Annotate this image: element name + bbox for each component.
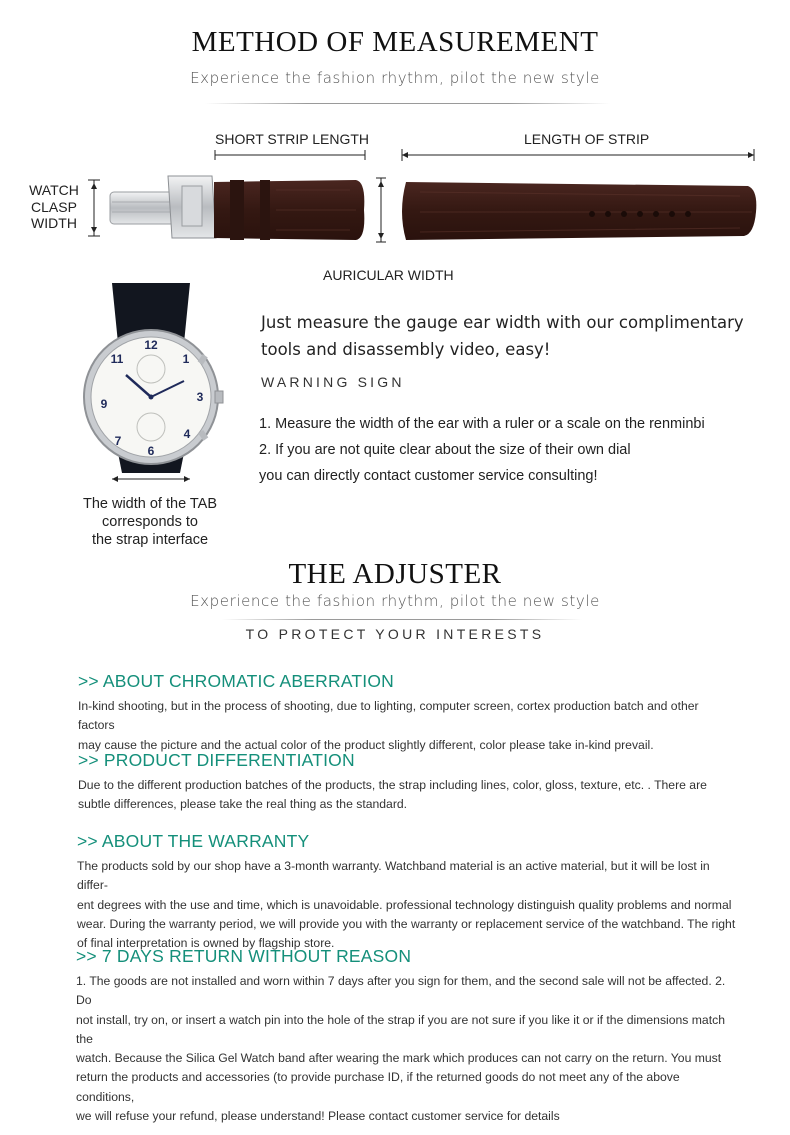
watch-crown [215, 391, 223, 403]
intro-line-1: Just measure the gauge ear width with our complimentary [261, 313, 744, 332]
svg-text:3: 3 [196, 390, 204, 404]
section-body [78, 697, 738, 755]
section-body [77, 857, 737, 953]
watch-caption-line-1: The width of the TAB [82, 496, 218, 512]
watch-illustration [72, 283, 232, 488]
svg-text:4: 4 [183, 427, 191, 441]
section-line: may cause the picture and the actual color of the product slightly different, color please take in-kind prevail. [78, 737, 654, 752]
section-line: The products sold by our shop have a 3-month warranty. Watchband material is an active material, but it will be lost in differ- [77, 859, 710, 893]
section-line: we will refuse your refund, please understand! Please contact customer service for details [76, 1109, 560, 1124]
section-line: wear. During the warranty period, we will provide you with the warranty or replacement service of the watchband. The right [77, 916, 736, 931]
clasp-width-label [24, 182, 84, 232]
step-3: you can directly contact customer service consulting! [259, 468, 598, 484]
warning-sign-label: WARNING SIGN [261, 374, 405, 390]
section-7-days-return [76, 946, 740, 1126]
section-line: subtle differences, please take the real thing as the standard. [78, 797, 408, 812]
section-product-differentiation [78, 750, 738, 815]
svg-text:7: 7 [114, 434, 122, 448]
intro-text [261, 309, 761, 363]
auricular-width-arrow [376, 178, 386, 242]
strip-length-label: LENGTH OF STRIP [524, 131, 650, 147]
header-divider [205, 103, 610, 104]
section-line: Due to the different production batches of the products, the strap including lines, color, gloss, texture, etc. . There are [78, 778, 707, 792]
auricular-width-label: AURICULAR WIDTH [323, 267, 454, 283]
section-line: not install, try on, or insert a watch pin into the hole of the strap if you are not sure if you like it or if the dimensions match the [76, 1012, 725, 1046]
svg-text:11: 11 [110, 352, 124, 366]
adjuster-divider [222, 619, 582, 620]
protect-tagline: TO PROTECT YOUR INTERESTS [245, 626, 545, 642]
section-heading: >> 7 DAYS RETURN WITHOUT REASON [76, 946, 412, 966]
adjuster-title: THE ADJUSTER [288, 558, 502, 590]
section-chromatic-aberration [78, 671, 738, 755]
intro-line-2: tools and disassembly video, easy! [261, 340, 551, 359]
section-body [78, 776, 738, 815]
section-heading: >> ABOUT THE WARRANTY [77, 831, 310, 851]
step-1: 1. Measure the width of the ear with a ruler or a scale on the renminbi [259, 416, 705, 432]
watch-caption-line-3: the strap interface [91, 532, 209, 548]
svg-text:1: 1 [182, 352, 190, 366]
svg-text:12: 12 [144, 338, 158, 352]
section-line: return the products and accessories (to provide purchase ID, if the returned goods do not meet any of the above conditions, [76, 1070, 680, 1104]
page-title: METHOD OF MEASUREMENT [191, 26, 599, 58]
section-line: 1. The goods are not installed and worn within 7 days after you sign for them, and the second sale will not be affected. 2. Do [76, 974, 726, 1008]
clasp-width-line-2: CLASP [31, 198, 77, 215]
page-subtitle: Experience the fashion rhythm, pilot the new style [190, 69, 600, 87]
section-body [76, 972, 740, 1126]
long-strap [402, 182, 756, 240]
short-strip-length-label: SHORT STRIP LENGTH [215, 131, 370, 147]
watch-caption [62, 495, 238, 549]
section-line: of final interpretation is owned by flagship store. [77, 936, 335, 951]
clasp-width-arrow [88, 180, 100, 236]
adjuster-subtitle: Experience the fashion rhythm, pilot the new style [190, 592, 600, 610]
strap-diagram [80, 140, 770, 250]
deployment-clasp [110, 176, 216, 238]
short-strip-dimension [215, 150, 365, 160]
section-heading: >> PRODUCT DIFFERENTIATION [78, 750, 355, 770]
svg-text:6: 6 [147, 444, 155, 458]
step-2: 2. If you are not quite clear about the size of their own dial [259, 442, 631, 458]
watch-caption-line-2: corresponds to [102, 514, 198, 530]
short-strap [214, 180, 364, 240]
measurement-steps [259, 411, 769, 489]
section-heading: >> ABOUT CHROMATIC ABERRATION [78, 671, 394, 691]
svg-text:9: 9 [100, 397, 108, 411]
section-line: In-kind shooting, but in the process of shooting, due to lighting, computer screen, cortex production batch and other factors [78, 699, 699, 733]
clasp-width-line-3: WIDTH [31, 215, 77, 231]
section-line: ent degrees with the use and time, which is unavoidable. professional technology distinguish quality problems and normal [77, 897, 732, 912]
hands-pivot [149, 395, 154, 400]
clasp-width-line-1: WATCH [29, 182, 79, 198]
section-line: watch. Because the Silica Gel Watch band after wearing the mark which produces can not carry on the return. You must [76, 1051, 722, 1066]
lug-width-arrow [112, 476, 190, 482]
strip-length-dimension [402, 149, 754, 161]
section-warranty [77, 831, 737, 953]
